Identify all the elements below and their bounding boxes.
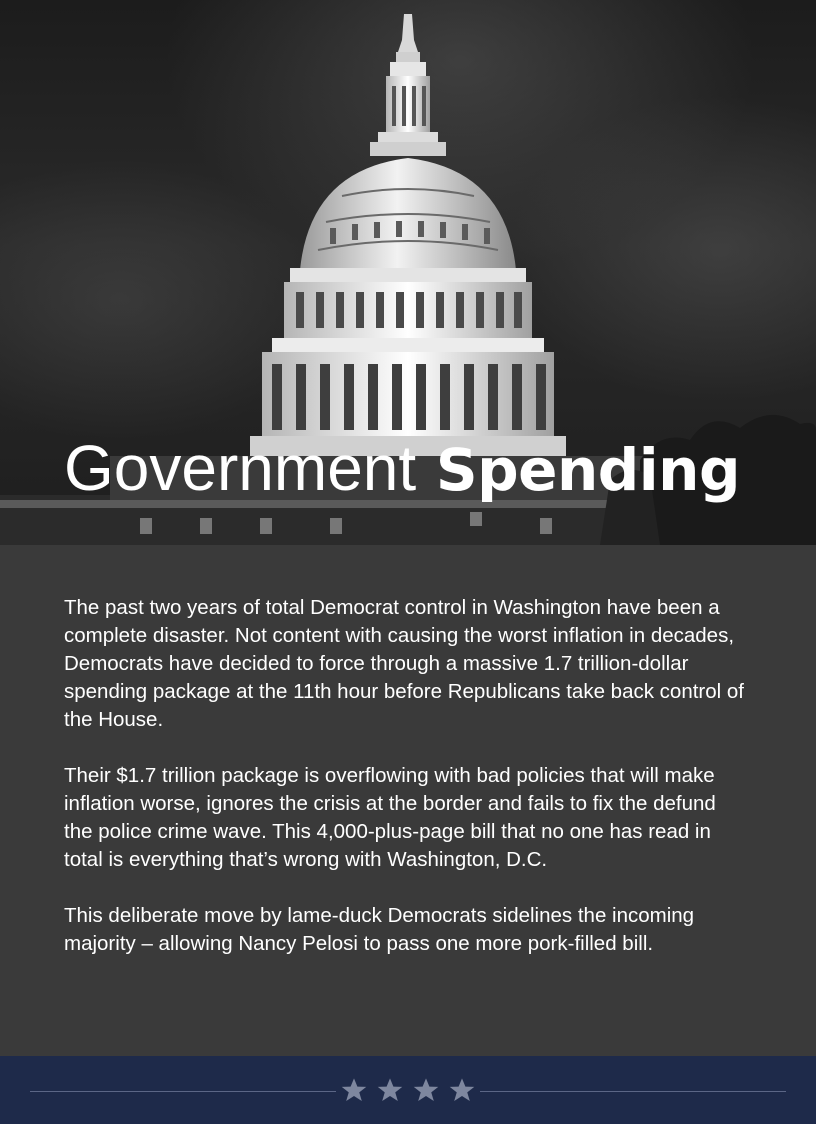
paragraph: Their $1.7 trillion package is overflowing with bad policies that will make inflation worse, ignores the crisis at the border and fails to fix the defund the police crime wave. This 4,000-plus-page bill that no one has read in total is everything that’s wrong with Washington, D.C.: [64, 764, 716, 871]
divider-right: [480, 1091, 786, 1092]
body-text: [64, 594, 744, 986]
page-title: [64, 432, 740, 506]
star-icon: [376, 1076, 404, 1104]
footer-band: [0, 1056, 816, 1124]
divider-left: [30, 1091, 336, 1092]
paragraph: This deliberate move by lame-duck Democrats sidelines the incoming majority – allowing Nancy Pelosi to pass one more pork-filled bill.: [64, 904, 695, 955]
paragraph: The past two years of total Democrat control in Washington have been a complete disaster. Not content with causing the worst inflation in decades, Democrats have decided to force through a massive 1.7 trillion-dollar spending package at the 11th hour before Republicans take back control of the House.: [64, 596, 744, 731]
star-icon: [340, 1076, 368, 1104]
star-icon: [412, 1076, 440, 1104]
hero-section: [0, 0, 816, 545]
title-light-word: Government: [64, 432, 417, 504]
star-icon: [448, 1076, 476, 1104]
title-bold-word: Spending: [435, 436, 740, 504]
star-row: [336, 1070, 480, 1110]
